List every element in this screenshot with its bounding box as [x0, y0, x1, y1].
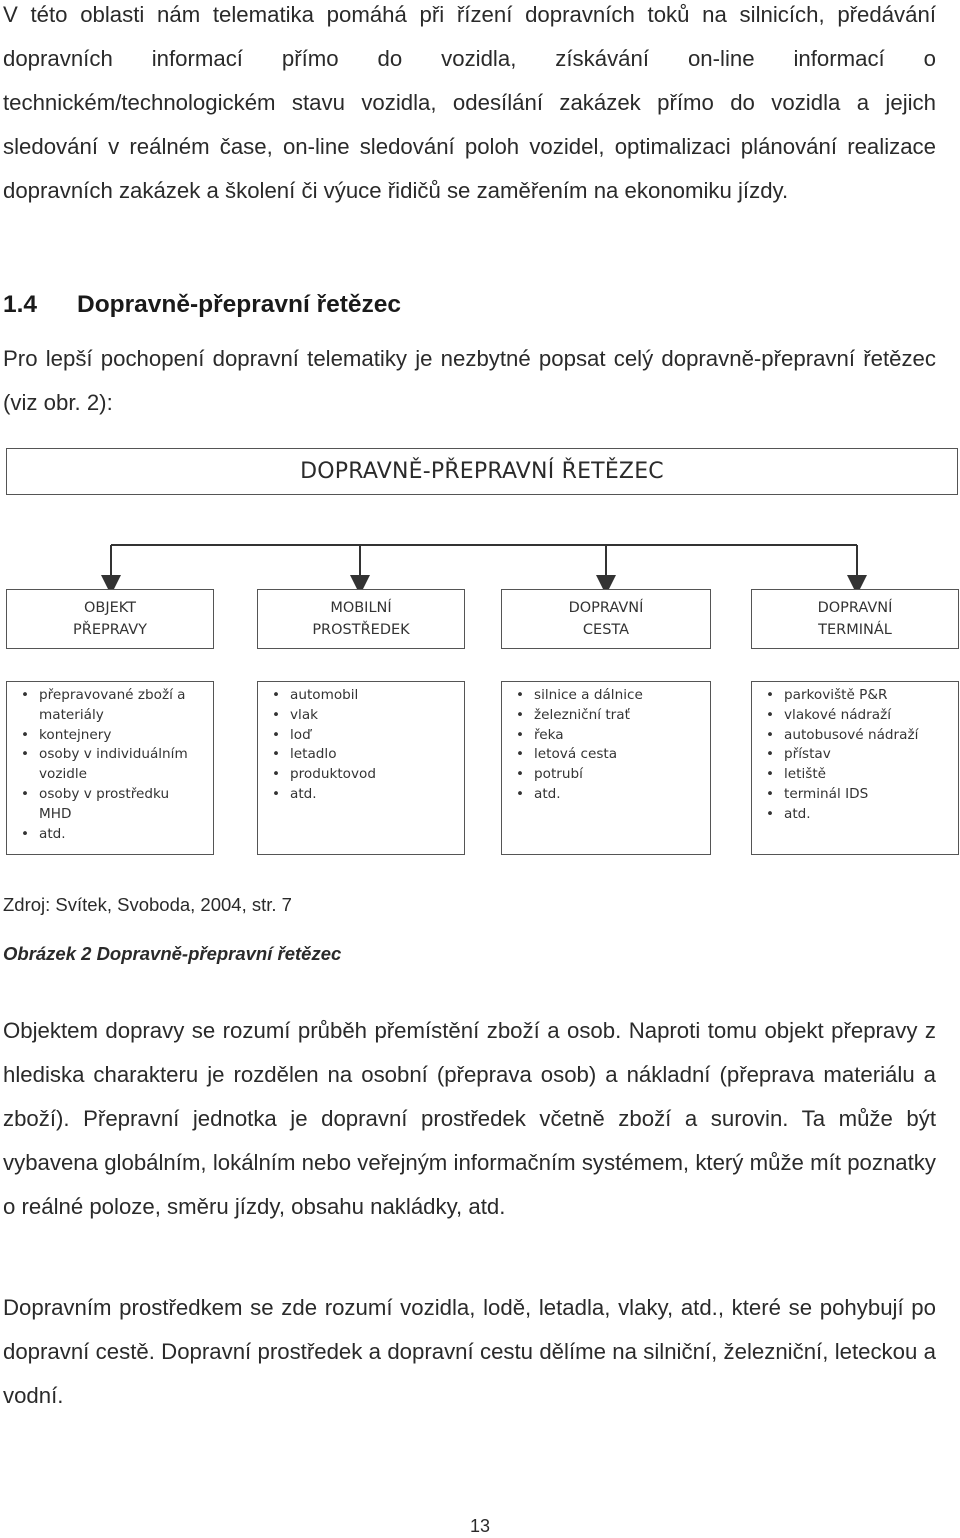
category-dopravni-cesta	[501, 589, 711, 649]
lead-paragraph: Pro lepší pochopení dopravní telematiky je nezbytné popsat celý dopravně-přepravní řetězec (viz obr. 2):	[3, 346, 936, 415]
list-item: • přístav	[766, 745, 950, 765]
list-item: • silnice a dálnice	[516, 686, 702, 706]
list-item: • atd.	[516, 785, 702, 805]
diagram-title-box	[6, 448, 958, 495]
list-item: • atd.	[766, 805, 950, 825]
list-item: • přepravované zboží a materiály	[21, 686, 205, 726]
list-dopravni-terminal	[751, 681, 959, 855]
category-mobilni-prostredek	[257, 589, 465, 649]
list-item: • řeka	[516, 726, 702, 746]
section-title: Dopravně-přepravní řetězec	[77, 291, 402, 318]
category-label-line: TERMINÁL	[818, 622, 892, 638]
body-paragraph-1: Objektem dopravy se rozumí průběh přemístění zboží a osob. Naproti tomu objekt přepravy z hlediska charakteru je rozdělen na osobní (přeprava osob) a nákladní (přeprava materiálu a zboží). Přepravní jednotka je dopravní prostředek včetně zboží a surovin. Ta může být vybavena globálním, lokálním nebo veřejným informačním systémem, který může mít poznatky o reálné poloze, směru jízdy, obsahu nakládky, atd.	[3, 1018, 936, 1219]
category-label-line: PŘEPRAVY	[73, 622, 147, 638]
list-objekt-prepravy	[6, 681, 214, 855]
list-item: • vlakové nádraží	[766, 706, 950, 726]
source-caption: Zdroj: Svítek, Svoboda, 2004, str. 7	[3, 894, 292, 915]
category-label-line: CESTA	[582, 622, 630, 638]
list-item: • osoby v individuálním vozidle	[21, 745, 205, 785]
list-item: • vlak	[272, 706, 456, 726]
list-item: • letadlo	[272, 745, 456, 765]
list-item: • loď	[272, 726, 456, 746]
list-item: • produktovod	[272, 765, 456, 785]
list-item: • železniční trať	[516, 706, 702, 726]
list-item: • kontejnery	[21, 726, 205, 746]
list-item: • atd.	[272, 785, 456, 805]
list-item: • letiště	[766, 765, 950, 785]
list-dopravni-cesta	[501, 681, 711, 855]
list-mobilni-prostredek	[257, 681, 465, 855]
category-label-line: OBJEKT	[83, 600, 137, 616]
list-item: • terminál IDS	[766, 785, 950, 805]
section-number: 1.4	[3, 291, 38, 318]
category-objekt-prepravy	[6, 589, 214, 649]
list-item: • osoby v prostředku MHD	[21, 785, 205, 825]
category-label-line: DOPRAVNÍ	[817, 600, 893, 616]
body-paragraph-2: Dopravním prostředkem se zde rozumí vozidla, lodě, letadla, vlaky, atd., které se pohybují po dopravní cestě. Dopravní prostředek a dopravní cestu dělíme na silniční, železniční, leteckou a vodní.	[3, 1295, 936, 1408]
page-number: 13	[469, 1516, 491, 1536]
category-label-line: DOPRAVNÍ	[568, 600, 644, 616]
category-label-line: MOBILNÍ	[330, 600, 392, 616]
list-item: • parkoviště P&R	[766, 686, 950, 706]
diagram-title: DOPRAVNĚ-PŘEPRAVNÍ ŘETĚZEC	[300, 459, 664, 484]
intro-paragraph: V této oblasti nám telematika pomáhá při řízení dopravních toků na silnicích, předávání dopravních informací přímo do vozidla, získávání on-line informací o technickém/technologickém stavu vozidla, odesílání zakázek přímo do vozidla a jejich sledování v reálném čase, on-line sledování poloh vozidel, optimalizaci plánování realizace dopravních zakázek a školení či výuce řidičů se zaměřením na ekonomiku jízdy.	[3, 2, 936, 203]
list-item: • autobusové nádraží	[766, 726, 950, 746]
category-label-line: PROSTŘEDEK	[312, 622, 410, 638]
list-item: • atd.	[21, 825, 205, 845]
list-item: • automobil	[272, 686, 456, 706]
list-item: • potrubí	[516, 765, 702, 785]
list-item: • letová cesta	[516, 745, 702, 765]
figure-caption: Obrázek 2 Dopravně-přepravní řetězec	[3, 943, 342, 964]
category-dopravni-terminal	[751, 589, 959, 649]
